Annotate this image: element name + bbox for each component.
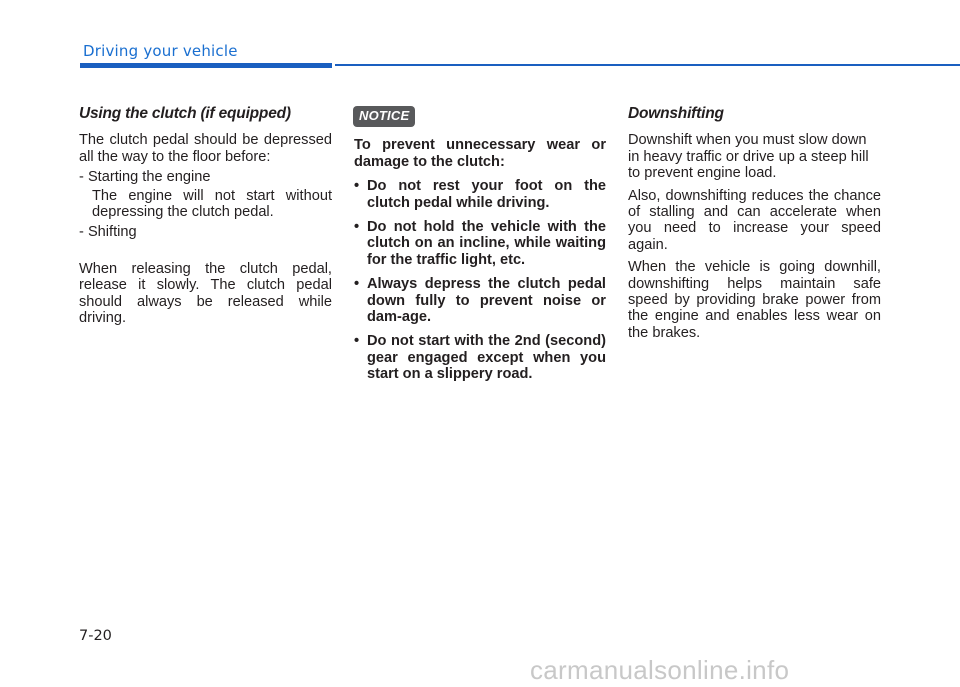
notice-badge: NOTICE xyxy=(353,106,415,127)
clutch-heading: Using the clutch (if equipped) xyxy=(79,105,291,122)
list-item xyxy=(354,276,606,325)
clutch-closing: When releasing the clutch pedal, release it slowly. The clutch pedal should always be released while driving. xyxy=(79,260,332,327)
notice-item-text: Do not hold the vehicle with the clutch on an incline, while waiting for the traffic light, etc. xyxy=(367,219,606,268)
list-item xyxy=(354,219,606,268)
header-rule-thin xyxy=(335,64,960,66)
section-title: Driving your vehicle xyxy=(83,42,238,60)
watermark: carmanualsonline.info xyxy=(530,655,790,685)
downshifting-paragraph: When the vehicle is going downhill, downshifting helps maintain safe speed by providing brake power from the engine and enables less wear on the brakes. xyxy=(628,259,881,341)
dash-item-label: Shifting xyxy=(87,224,137,241)
notice-item-text: Always depress the clutch pedal down fully to prevent noise or dam-age. xyxy=(367,276,606,326)
list-item xyxy=(354,333,606,382)
bullet-marker: • xyxy=(354,276,360,293)
downshifting-paragraph: Also, downshifting reduces the chance of stalling and can accelerate when you need to increase your speed again. xyxy=(628,187,881,253)
notice-item-text: Do not rest your foot on the clutch pedal while driving. xyxy=(367,178,606,211)
downshifting-heading: Downshifting xyxy=(628,105,724,122)
bullet-marker: • xyxy=(354,333,360,350)
dash-item-detail: The engine will not start without depressing the clutch pedal. xyxy=(92,187,332,221)
clutch-intro: The clutch pedal should be depressed all the way to the floor before: xyxy=(79,132,332,165)
bullet-marker: • xyxy=(354,219,360,236)
dash-item xyxy=(79,224,332,240)
page-number: 7-20 xyxy=(79,628,112,644)
list-item xyxy=(354,178,606,211)
notice-item-text: Do not start with the 2nd (second) gear engaged except when you start on a slippery road. xyxy=(367,333,606,383)
dash-item xyxy=(79,169,332,185)
middle-column xyxy=(354,106,606,383)
bullet-marker: • xyxy=(354,178,360,195)
dash-item-label: Starting the engine xyxy=(87,169,211,186)
right-column xyxy=(628,106,881,341)
notice-list xyxy=(354,178,606,382)
notice-intro: To prevent unnecessary wear or damage to the clutch: xyxy=(354,137,606,170)
dash-marker: - xyxy=(79,169,84,186)
left-column xyxy=(79,106,332,326)
dash-marker: - xyxy=(79,224,84,241)
header-rule-thick xyxy=(80,63,332,68)
downshifting-paragraph: Downshift when you must slow down in heavy traffic or drive up a steep hill to prevent engine load. xyxy=(628,132,869,182)
